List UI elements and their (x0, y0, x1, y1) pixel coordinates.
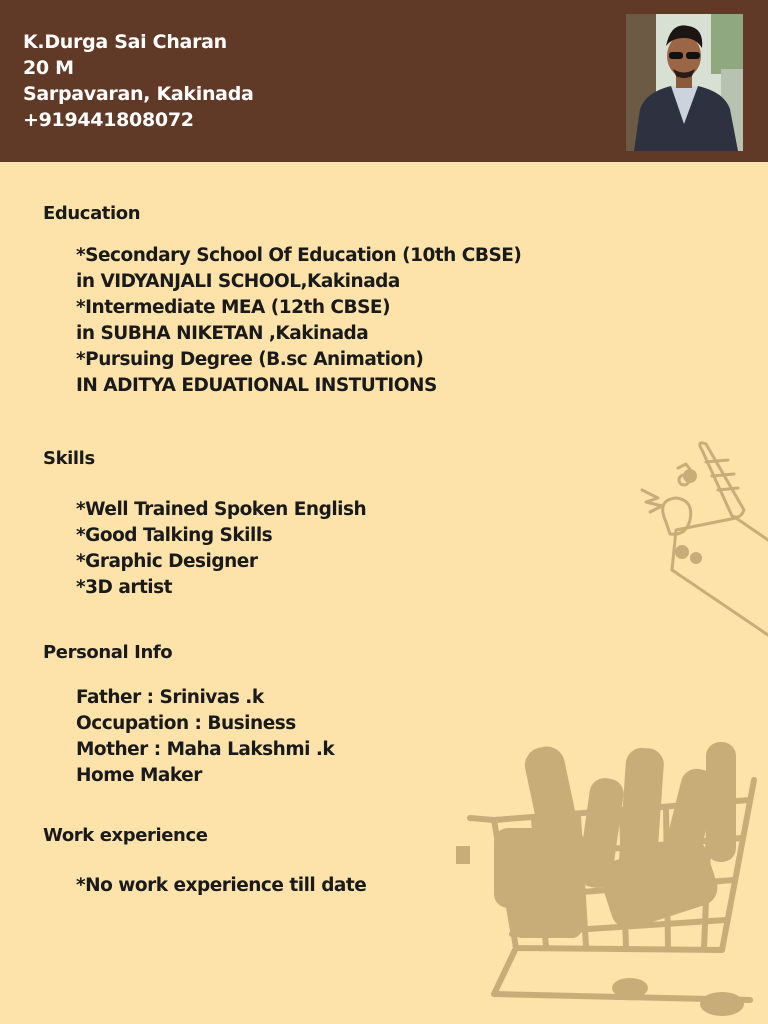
candidate-address: Sarpavaran, Kakinada (23, 83, 254, 105)
personal-info-line: Father : Srinivas .k (76, 687, 264, 708)
section-heading-personal-info: Personal Info (43, 642, 173, 663)
education-line: in SUBHA NIKETAN ,Kakinada (76, 323, 369, 344)
shopping-cart-illustration (454, 738, 768, 1024)
personal-info-line: Home Maker (76, 765, 202, 786)
skill-line: *Well Trained Spoken English (76, 499, 367, 520)
grocery-bag-illustration (636, 440, 768, 640)
personal-info-line: Occupation : Business (76, 713, 296, 734)
education-line: *Intermediate MEA (12th CBSE) (76, 297, 391, 318)
education-line: *Pursuing Degree (B.sc Animation) (76, 349, 424, 370)
section-heading-education: Education (43, 203, 141, 224)
education-line: *Secondary School Of Education (10th CBSE) (76, 245, 522, 266)
candidate-age-sex: 20 M (23, 57, 74, 79)
header-banner (0, 0, 768, 162)
education-line: IN ADITYA EDUATIONAL INSTUTIONS (76, 375, 437, 396)
candidate-name: K.Durga Sai Charan (23, 31, 227, 53)
profile-photo (626, 14, 743, 151)
candidate-phone: +919441808072 (23, 109, 194, 131)
education-line: in VIDYANJALI SCHOOL,Kakinada (76, 271, 400, 292)
personal-info-line: Mother : Maha Lakshmi .k (76, 739, 335, 760)
skill-line: *3D artist (76, 577, 172, 598)
section-heading-skills: Skills (43, 448, 95, 469)
work-experience-line: *No work experience till date (76, 875, 367, 896)
skill-line: *Graphic Designer (76, 551, 258, 572)
section-heading-work-experience: Work experience (43, 825, 208, 846)
skill-line: *Good Talking Skills (76, 525, 273, 546)
